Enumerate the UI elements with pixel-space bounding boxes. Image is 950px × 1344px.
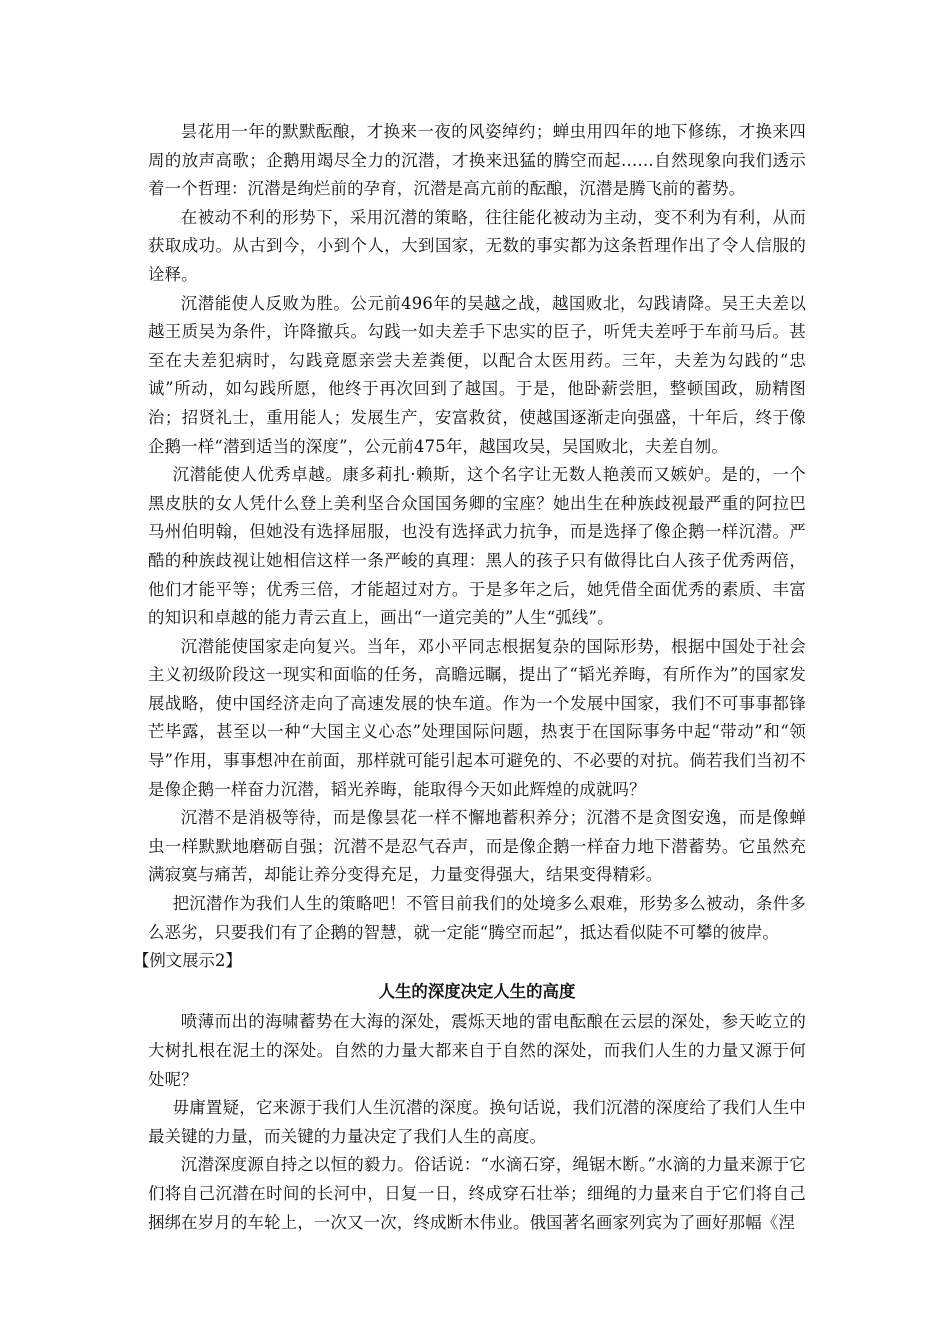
paragraph-rice: 沉潜能使人优秀卓越。康多莉扎·赖斯，这个名字让无数人艳羡而又嫉妒。是的，一个黑皮肤的女人凭什么登上美利坚合众国国务卿的宝座？她出生在种族歧视最严重的阿拉巴马州伯明翰，但她没有选择屈服，也没有选择武力抗争，而是选择了像企鹅一样沉潜。严酷的种族歧视让她相信这样一条严峻的真理：黑人的孩子只有做得比白人孩子优秀两倍，他们才能平等；优秀三倍，才能超过对方。于是多年之后，她凭借全面优秀的素质、丰富的知识和卓越的能力青云直上，画出“一道完美的”人生“弧线”。	[148, 465, 806, 628]
section-label: 【例文展示2】	[133, 951, 242, 971]
paragraph-essay2-thesis: 毋庸置疑，它来源于我们人生沉潜的深度。换句话说，我们沉潜的深度给了我们人生中最关键的力量，而关键的力量决定了我们人生的高度。	[148, 1098, 806, 1146]
article-title: 人生的深度决定人生的高度	[378, 981, 576, 1001]
paragraph-essay2-persistence: 沉潜深度源自持之以恒的毅力。俗话说：“水滴石穿，绳锯木断。”水滴的力量来源于它们将自己沉潜在时间的长河中，日复一日，终成穿石壮举；细绳的力量来自于它们将自己捆绑在岁月的车轮上，一次又一次，终成断木伟业。俄国著名画家列宾为了画好那幅《涅	[148, 1155, 806, 1232]
paragraph-intro: 昙花用一年的默默酝酿，才换来一夜的风姿绰约；蝉虫用四年的地下修练，才换来四周的放声高歌；企鹅用竭尽全力的沉潜，才换来迅猛的腾空而起……自然现象向我们透示着一个哲理：沉潜是绚烂前的孕育，沉潜是高亢前的酝酿，沉潜是腾飞前的蓄势。	[148, 122, 806, 199]
paragraph-summary: 沉潜不是消极等待，而是像昙花一样不懈地蓄积养分；沉潜不是贪图安逸，而是像蝉虫一样默默地磨砺自强；沉潜不是忍气吞声，而是像企鹅一样奋力地下潜蓄势。它虽然充满寂寞与痛苦，却能让养分变得充足，力量变得强大，结果变得精彩。	[148, 808, 806, 885]
paragraph-goujian: 沉潜能使人反败为胜。公元前496年的吴越之战，越国败北，勾践请降。吴王夫差以越王质吴为条件，许降撤兵。勾践一如夫差手下忠实的臣子，听凭夫差呼于车前马后。甚至在夫差犯病时，勾践竟愿亲尝夫差粪便，以配合太医用药。三年，夫差为勾践的“忠诚”所动，如勾践所愿，他终于再次回到了越国。于是，他卧薪尝胆，整顿国政，励精图治；招贤礼士，重用能人；发展生产，安富救贫，使越国逐渐走向强盛，十年后，终于像企鹅一样“潜到适当的深度”，公元前475年，越国攻吴，吴国败北，夫差自刎。	[148, 293, 806, 456]
paragraph-china: 沉潜能使国家走向复兴。当年，邓小平同志根据复杂的国际形势，根据中国处于社会主义初级阶段这一现实和面临的任务，高瞻远瞩，提出了“韬光养晦，有所作为”的国家发展战略，使中国经济走向了高速发展的快车道。作为一个发展中国家，我们不可事事都锋芒毕露，甚至以一种“大国主义心态”处理国际问题，热衷于在国际事务中起“带动”和“领导”作用，事事想冲在前面，那样就可能引起本可避免的、不必要的对抗。倘若我们当初不是像企鹅一样奋力沉潜，韬光养晦，能取得今天如此辉煌的成就吗？	[148, 636, 806, 799]
document-body	[133, 118, 806, 1237]
paragraph-essay2-intro: 喷薄而出的海啸蓄势在大海的深处，震烁天地的雷电酝酿在云层的深处，参天屹立的大树扎根在泥土的深处。自然的力量大都来自于自然的深处，而我们人生的力量又源于何处呢？	[148, 1012, 806, 1089]
paragraph-thesis: 在被动不利的形势下，采用沉潜的策略，往往能化被动为主动，变不利为有利，从而获取成功。从古到今，小到个人，大到国家，无数的事实都为这条哲理作出了令人信服的诠释。	[148, 207, 806, 284]
paragraph-conclusion: 把沉潜作为我们人生的策略吧！不管目前我们的处境多么艰难，形势多么被动，条件多么恶劣，只要我们有了企鹅的智慧，就一定能“腾空而起”，抵达看似陡不可攀的彼岸。	[148, 894, 806, 942]
